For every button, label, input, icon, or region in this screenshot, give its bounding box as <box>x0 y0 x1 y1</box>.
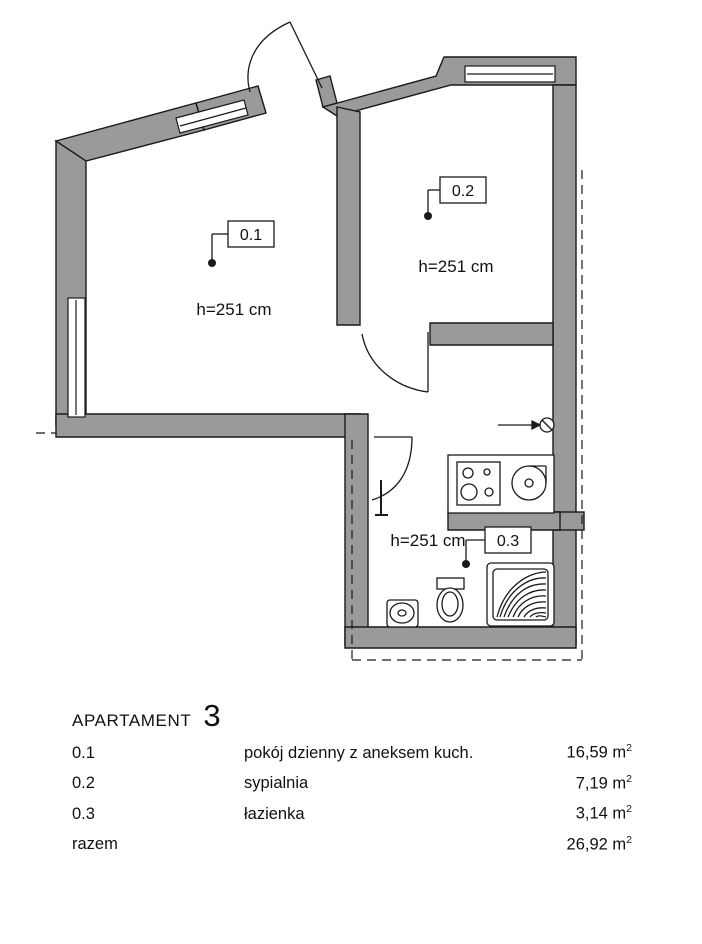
legend-area-value: 26,92 m <box>566 835 627 853</box>
walls <box>56 57 584 648</box>
shower-cabin <box>487 563 554 626</box>
legend-area-unit: 2 <box>626 772 632 785</box>
legend-name: łazienka <box>244 804 305 823</box>
room-height-0-3: h=251 cm <box>390 531 466 550</box>
legend-title: APARTAMENT <box>72 711 192 730</box>
window-top-right <box>465 66 555 82</box>
legend-area-unit: 2 <box>626 833 632 846</box>
room-code-0-2: 0.2 <box>451 183 475 200</box>
legend-name: sypialnia <box>244 774 309 792</box>
pipe-riser <box>375 480 388 515</box>
door-bathroom <box>372 437 412 500</box>
room-tag-0-3 <box>462 527 531 568</box>
legend-name: pokój dzienny z aneksem kuch. <box>244 743 474 762</box>
water-supply-marker <box>498 418 554 432</box>
legend-area-value: 7,19 m <box>575 774 627 792</box>
room-height-0-2: h=251 cm <box>418 257 494 276</box>
door-entrance <box>248 22 322 92</box>
legend-area-value: 3,14 m <box>575 804 627 823</box>
legend-name <box>244 829 534 860</box>
legend-area-value: 16,59 m <box>566 743 627 762</box>
legend-area <box>534 798 632 829</box>
legend-total-label: razem <box>72 835 118 853</box>
door-bedroom <box>362 332 428 392</box>
legend-area-unit: 2 <box>626 742 632 754</box>
kitchen-counter <box>448 455 554 513</box>
legend-code: 0.1 <box>72 743 95 762</box>
toilet <box>437 578 464 622</box>
legend <box>0 700 702 859</box>
room-code-0-1: 0.1 <box>239 227 263 244</box>
table-row-total <box>72 829 632 860</box>
room-tag-0-1 <box>208 221 274 267</box>
room-code-0-3: 0.3 <box>496 533 520 550</box>
legend-total-area <box>534 829 632 860</box>
legend-code: 0.3 <box>72 804 95 823</box>
table-row <box>72 737 632 768</box>
table-row <box>72 768 632 799</box>
room-tag-0-2 <box>424 177 486 220</box>
legend-area-unit: 2 <box>626 803 632 815</box>
room-height-0-1: h=251 cm <box>196 300 272 319</box>
window-left <box>68 298 85 417</box>
washbasin <box>387 600 418 627</box>
legend-area <box>534 737 632 768</box>
legend-area <box>534 768 632 799</box>
legend-title-row <box>0 700 702 731</box>
legend-table <box>72 737 632 859</box>
apartment-number: 3 <box>203 698 221 733</box>
legend-code: 0.2 <box>72 774 95 792</box>
table-row <box>72 798 632 829</box>
